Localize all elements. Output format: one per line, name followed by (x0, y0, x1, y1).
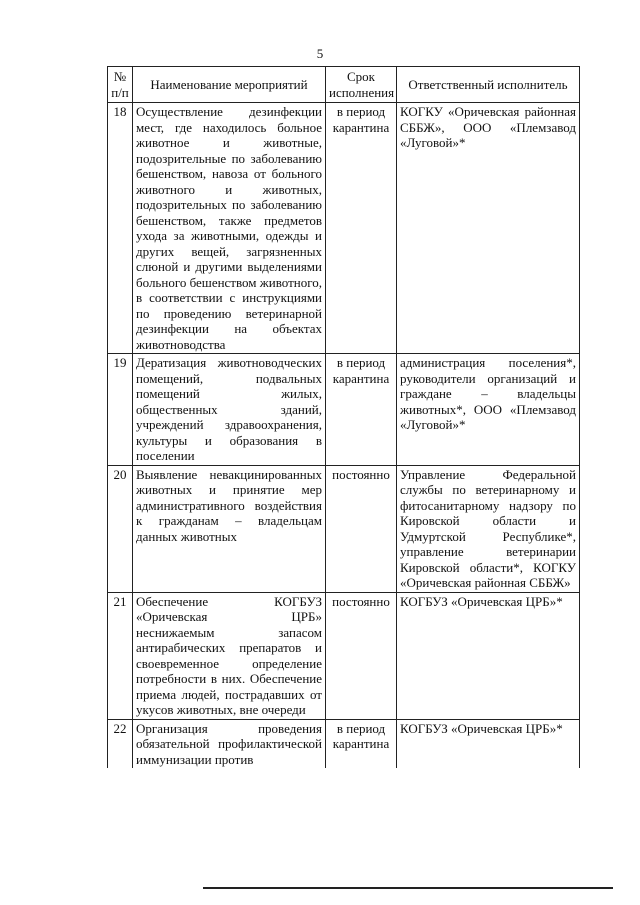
row-name: Осуществление дезинфекции мест, где находилось больное животное и животные, подозрительные по заболеванию бешенством, навоза от больного животного и животных, подозрительных по заболеванию бешенством, также предметов ухода за животными, одежды и других вещей, загрязненных слюной и другими выделениями больного бешенством животного, в соответствии с инструкциями по проведению ветеринарной дезинфекции на объектах животноводства (133, 103, 326, 354)
row-num: 21 (108, 592, 133, 719)
row-term: постоянно (326, 592, 397, 719)
header-term: Срок исполнения (326, 67, 397, 103)
row-responsible: КОГКУ «Оричевская районная СББЖ», ООО «Племзавод «Луговой»* (397, 103, 580, 354)
table-row (108, 719, 580, 768)
row-responsible: Управление Федеральной службы по ветеринарному и фитосанитарному надзору по Кировской области и Удмуртской Республике*, управление ветеринарии Кировской области*, КОГКУ «Оричевская районная СББЖ» (397, 465, 580, 592)
page-number: 5 (316, 46, 324, 61)
header-responsible: Ответственный исполнитель (397, 67, 580, 103)
table-header-row (108, 67, 580, 103)
row-name: Обеспечение КОГБУЗ «Оричевская ЦРБ» неснижаемым запасом антирабических препаратов и своевременное определение потребности в них. Обеспечение приема людей, пострадавших от укусов животных, вне очереди (133, 592, 326, 719)
header-num: № п/п (108, 67, 133, 103)
row-name: Выявление невакцинированных животных и принятие мер административного воздействия к гражданам – владельцам данных животных (133, 465, 326, 592)
row-name: Организация проведения обязательной профилактической иммунизации против (133, 719, 326, 768)
row-responsible: КОГБУЗ «Оричевская ЦРБ»* (397, 592, 580, 719)
row-term: постоянно (326, 465, 397, 592)
footer-divider (203, 887, 613, 889)
measures-table (107, 66, 580, 768)
row-num: 19 (108, 354, 133, 466)
row-responsible: КОГБУЗ «Оричевская ЦРБ»* (397, 719, 580, 768)
row-name: Дератизация животноводческих помещений, подвальных помещений жилых, общественных зданий, учреждений здравоохранения, культуры и образования в поселении (133, 354, 326, 466)
row-term: в период карантина (326, 719, 397, 768)
row-num: 22 (108, 719, 133, 768)
row-responsible: администрация поселения*, руководители организаций и граждане – владельцы животных*, ООО «Племзавод «Луговой»* (397, 354, 580, 466)
table-row (108, 465, 580, 592)
row-num: 20 (108, 465, 133, 592)
row-term: в период карантина (326, 354, 397, 466)
table-row (108, 354, 580, 466)
row-num: 18 (108, 103, 133, 354)
row-term: в период карантина (326, 103, 397, 354)
table-row (108, 103, 580, 354)
header-name: Наименование мероприятий (133, 67, 326, 103)
table-row (108, 592, 580, 719)
